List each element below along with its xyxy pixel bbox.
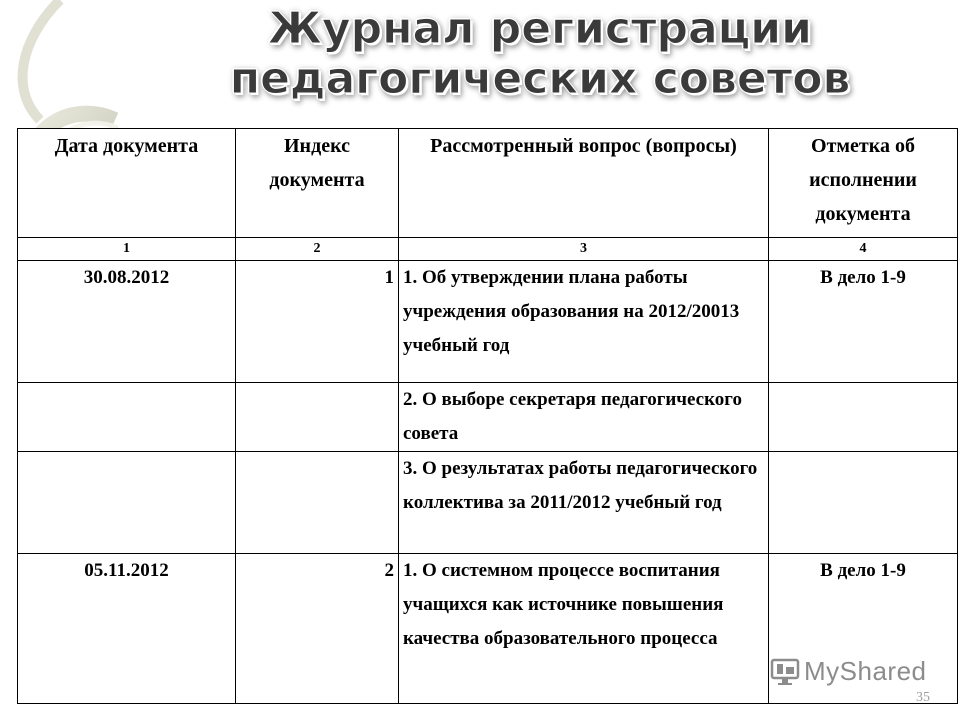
cell-mark: В дело 1-9	[769, 261, 958, 383]
cell-mark	[769, 452, 958, 554]
column-number: 4	[769, 238, 958, 261]
header-index: Индекс документа	[236, 129, 399, 238]
column-number: 1	[18, 238, 236, 261]
cell-mark	[769, 383, 958, 452]
header-question: Рассмотренный вопрос (вопросы)	[399, 129, 769, 238]
table-row	[18, 452, 958, 554]
title-line-2: педагогических советов	[229, 53, 851, 104]
page-title	[200, 4, 880, 104]
monitor-icon	[770, 658, 800, 686]
myshared-logo	[770, 656, 927, 687]
header-mark: Отметка об исполнении документа	[769, 129, 958, 238]
cell-question: 2. О выборе секретаря педагогического совета	[399, 383, 769, 452]
cell-index: 2	[236, 554, 399, 704]
table-row	[18, 261, 958, 383]
cell-index	[236, 383, 399, 452]
cell-question: 1. Об утверждении плана работы учреждения образования на 2012/20013 учебный год	[399, 261, 769, 383]
column-number-row	[18, 238, 958, 261]
cell-date: 30.08.2012	[18, 261, 236, 383]
cell-question: 1. О системном процессе воспитания учащихся как источнике повышения качества образовательного процесса	[399, 554, 769, 704]
cell-date: 05.11.2012	[18, 554, 236, 704]
cell-mark: В дело 1-9	[769, 554, 958, 704]
cell-index: 1	[236, 261, 399, 383]
page-number: 35	[916, 690, 930, 705]
cell-index	[236, 452, 399, 554]
column-number: 3	[399, 238, 769, 261]
title-line-1: Журнал регистрации	[268, 3, 812, 54]
logo-text: MyShared	[804, 656, 927, 686]
cell-date	[18, 452, 236, 554]
table-header-row	[18, 129, 958, 238]
column-number: 2	[236, 238, 399, 261]
cell-question: 3. О результатах работы педагогического коллектива за 2011/2012 учебный год	[399, 452, 769, 554]
header-date: Дата документа	[18, 129, 236, 238]
cell-date	[18, 383, 236, 452]
table-row	[18, 383, 958, 452]
registration-table	[17, 128, 958, 704]
